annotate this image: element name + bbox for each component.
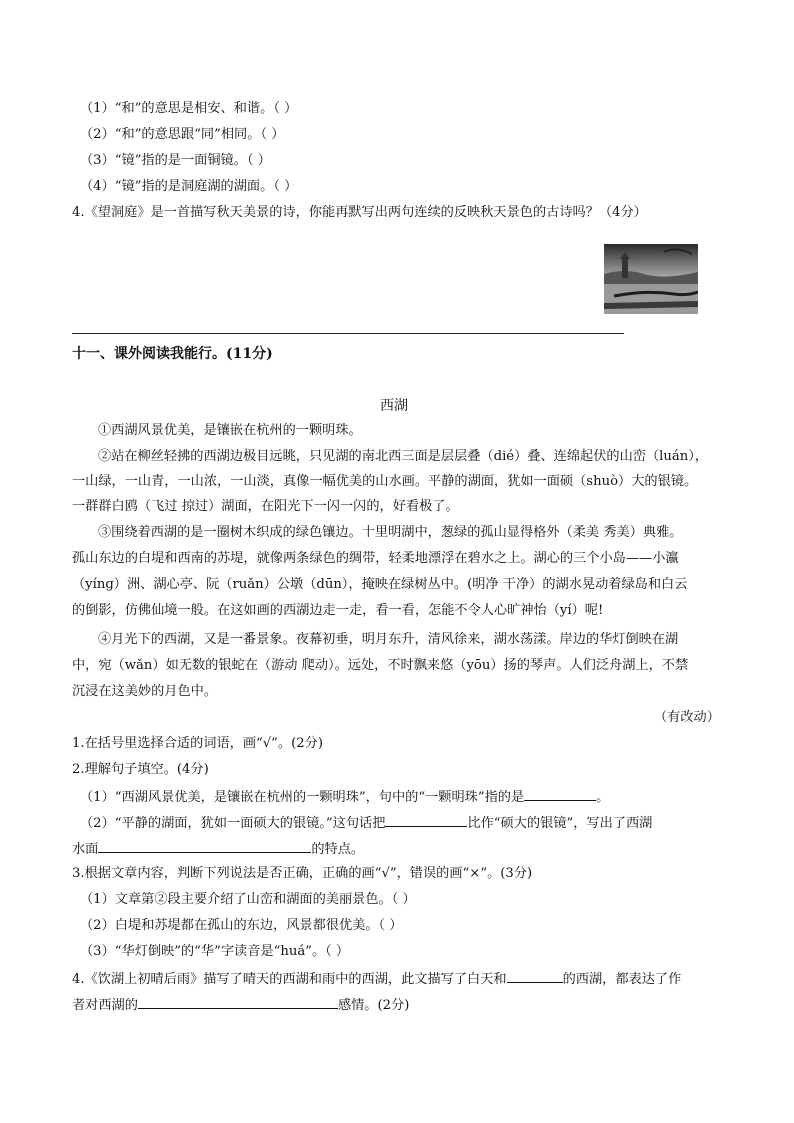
paragraph-line: ③围绕着西湖的是一圈树木织成的绿色镶边。十里明湖中，葱绿的孤山显得格外（柔美 秀美）典雅。	[98, 525, 683, 540]
paragraph-line: ①西湖风景优美，是镶嵌在杭州的一颗明珠。	[98, 423, 362, 438]
answer-blank[interactable]	[138, 994, 338, 1009]
judge-item: （1）“和”的意思是相安、和谐。（ ）	[80, 101, 298, 116]
judge-item: （3）“华灯倒映”的“华”字读音是“huá”。（ ）	[80, 944, 350, 959]
question-2-1	[80, 786, 609, 808]
paragraph-line: 的倒影，仿佛仙境一般。在这如画的西湖边走一走，看一看，怎能不令人心旷神怡（yí）呢!	[72, 603, 604, 618]
source-note: （有改动）	[654, 710, 720, 725]
paragraph-line: 孤山东边的白堤和西南的苏堤，就像两条绿色的绸带，轻柔地漂浮在碧水之上。湖心的三个小岛——小瀛	[72, 551, 679, 566]
question-text: 的西湖，都表达了作	[562, 972, 682, 987]
question-3: 3.根据文章内容，判断下列说法是否正确，正确的画“√”，错误的画“×”。(3分)	[72, 866, 533, 881]
question-text: 。	[596, 790, 610, 805]
judge-item: （4）“镜”指的是洞庭湖的湖面。（ ）	[80, 179, 298, 194]
question-text: （2）“平静的湖面，犹如一面硕大的银镜。”这句话把	[80, 816, 386, 831]
paragraph-line: 一山绿，一山青，一山浓，一山淡，真像一幅优美的山水画。平静的湖面，犹如一面硕（shuò）大的银镜。	[72, 474, 698, 489]
judge-item: （3）“镜”指的是一面铜镜。（ ）	[80, 153, 271, 168]
question-text: 感情。(2分)	[337, 998, 410, 1013]
question-4	[72, 968, 681, 990]
question-text: 水面	[72, 842, 99, 857]
answer-blank[interactable]	[524, 786, 596, 801]
question-2: 2.理解句子填空。(4分)	[72, 762, 209, 777]
question-text: 4.《饮湖上初晴后雨》描写了晴天的西湖和雨中的西湖，此文描写了白天和	[72, 972, 507, 987]
answer-blank[interactable]	[98, 838, 311, 853]
question-4-cont	[72, 994, 409, 1016]
section-title: 十一、课外阅读我能行。(11分)	[72, 346, 273, 362]
question-poem: 4.《望洞庭》是一首描写秋天美景的诗，你能再默写出两句连续的反映秋天景色的古诗吗？（4分）	[72, 205, 647, 220]
question-text: 比作“硕大的银镜”，写出了西湖	[467, 816, 653, 831]
judge-item: （1）文章第②段主要介绍了山峦和湖面的美丽景色。（ ）	[80, 892, 416, 907]
paragraph-line: 沉浸在这美妙的月色中。	[72, 684, 218, 699]
question-2-2	[80, 812, 652, 834]
passage-title: 西湖	[380, 398, 408, 414]
paragraph-line: （yíng）洲、湖心亭、阮（ruǎn）公墩（dūn），掩映在绿树丛中。(明净 干净）的湖水晃动着绿岛和白云	[72, 577, 688, 592]
question-1: 1.在括号里选择合适的词语，画“√”。(2分)	[72, 736, 323, 751]
answer-blank[interactable]	[507, 968, 563, 983]
question-text: 者对西湖的	[72, 998, 138, 1013]
paragraph-line: ②站在柳丝轻拂的西湖边极目远眺，只见湖的南北西三面是层层叠（dié）叠、连绵起伏的山峦（luán），	[98, 449, 708, 464]
paragraph-line: 中，宛（wǎn）如无数的银蛇在（游动 爬动）。远处，不时飘来悠（yōu）扬的琴声。人们泛舟湖上，不禁	[72, 658, 689, 673]
question-2-2-cont	[72, 838, 364, 860]
judge-item: （2）“和”的意思跟“同”相同。（ ）	[80, 127, 285, 142]
question-text: （1）“西湖风景优美，是镶嵌在杭州的一颗明珠”，句中的“一颗明珠”指的是	[80, 790, 525, 805]
answer-blank[interactable]	[385, 812, 467, 827]
paragraph-line: 一群群白鸥（飞过 掠过）湖面，在阳光下一闪一闪的，好看极了。	[72, 499, 459, 514]
judge-item: （2）白堤和苏堤都在孤山的东边，风景都很优美。（ ）	[80, 918, 403, 933]
paragraph-line: ④月光下的西湖，又是一番景象。夜幕初垂，明月东升，清风徐来，湖水荡漾。岸边的华灯倒映在湖	[98, 632, 679, 647]
question-text: 的特点。	[311, 842, 365, 857]
divider-line	[72, 333, 624, 334]
west-lake-photo	[604, 244, 698, 314]
